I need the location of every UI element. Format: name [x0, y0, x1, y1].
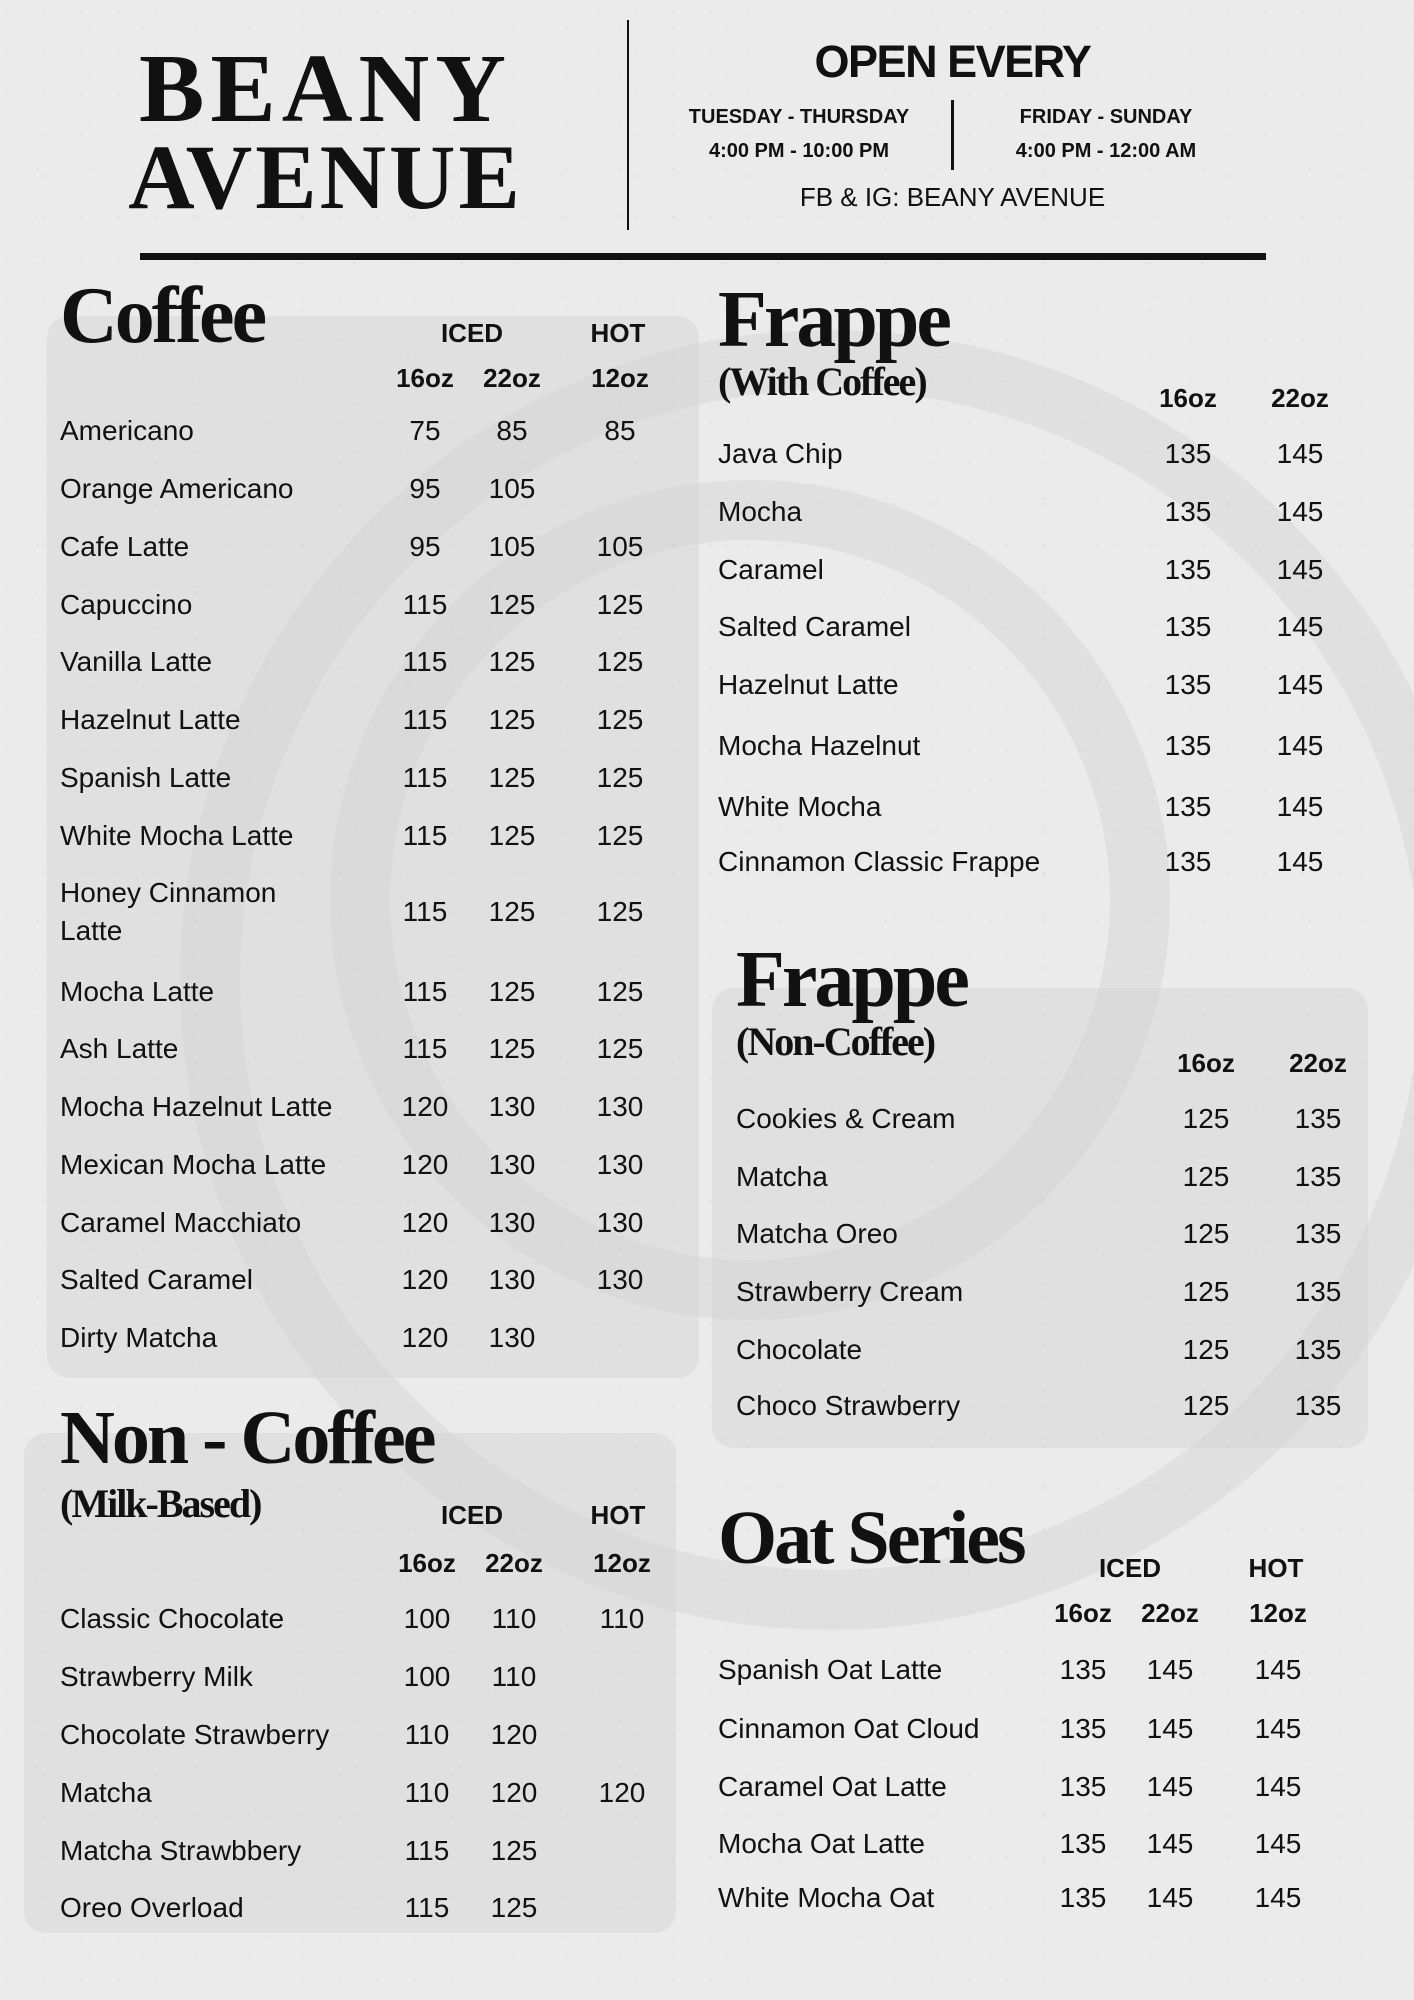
section-subtitle: (Milk-Based): [60, 1481, 261, 1526]
item-name: White Mocha Oat: [718, 1882, 935, 1913]
item-price: 135: [1164, 730, 1212, 761]
item-price: 130: [488, 1149, 536, 1180]
size-header: 22oz: [483, 363, 541, 393]
item-name: Cafe Latte: [60, 531, 190, 562]
item-price: 130: [488, 1264, 536, 1295]
item-name: Matcha Oreo: [736, 1218, 898, 1249]
item-price: 130: [596, 1207, 644, 1238]
header-divider: [627, 20, 629, 230]
non-coffee-section: [60, 1396, 680, 1940]
item-price: 135: [1059, 1654, 1107, 1685]
item-name: Caramel Macchiato: [60, 1207, 302, 1238]
item-name: Dirty Matcha: [60, 1322, 218, 1353]
item-price: 145: [1276, 496, 1324, 527]
section-title: Frappe: [736, 936, 967, 1024]
item-name: Caramel Oat Latte: [718, 1771, 947, 1802]
section-subtitle: (Non-Coffee): [736, 1019, 935, 1064]
item-price: 125: [488, 646, 536, 677]
size-header: 22oz: [1289, 1048, 1347, 1078]
item-price: 115: [402, 646, 448, 677]
item-name: Ash Latte: [60, 1033, 179, 1064]
item-price: 135: [1294, 1103, 1342, 1134]
group-header-hot: HOT: [1248, 1553, 1304, 1583]
item-name: Mocha Hazelnut: [718, 730, 921, 761]
item-name: Mexican Mocha Latte: [60, 1149, 327, 1180]
item-price: 125: [1182, 1161, 1230, 1192]
item-price: 125: [596, 704, 644, 735]
size-header: 12oz: [1249, 1598, 1307, 1628]
item-name: Cookies & Cream: [736, 1103, 956, 1134]
item-price: 125: [596, 762, 644, 793]
item-price: 100: [403, 1603, 451, 1634]
item-price: 120: [598, 1777, 646, 1808]
group-header-iced: ICED: [1098, 1553, 1162, 1583]
item-price: 130: [596, 1264, 644, 1295]
item-name: Mocha Latte: [60, 976, 215, 1007]
frappe-non-coffee-section: [736, 936, 1376, 1440]
item-price: 95: [409, 531, 441, 562]
item-name: Choco Strawberry: [736, 1390, 961, 1421]
item-price: 125: [596, 896, 644, 927]
size-header: 22oz: [485, 1548, 543, 1578]
item-price: 135: [1059, 1882, 1107, 1913]
group-header-iced: ICED: [440, 318, 504, 348]
item-price: 125: [1182, 1218, 1230, 1249]
item-price: 75: [409, 415, 441, 446]
item-price: 135: [1164, 846, 1212, 877]
item-price: 115: [402, 976, 448, 1007]
schedule-weekend: [966, 100, 1246, 170]
item-price: 110: [491, 1603, 537, 1634]
item-price: 95: [409, 473, 441, 504]
item-price: 125: [490, 1835, 538, 1866]
item-price: 145: [1146, 1654, 1194, 1685]
item-name: Mocha Oat Latte: [718, 1828, 926, 1859]
item-price: 145: [1254, 1771, 1302, 1802]
header-rule: [140, 253, 1266, 260]
item-name: Caramel: [718, 554, 824, 585]
item-price: 130: [596, 1091, 644, 1122]
item-price: 145: [1276, 791, 1324, 822]
item-price: 135: [1164, 554, 1212, 585]
item-price: 130: [488, 1207, 536, 1238]
item-price: 145: [1276, 730, 1324, 761]
item-name: Mocha: [718, 496, 803, 527]
item-price: 110: [491, 1661, 537, 1692]
brand-logo: [128, 35, 523, 229]
group-header-iced: ICED: [440, 1500, 504, 1530]
item-price: 105: [596, 531, 644, 562]
schedule-divider: [951, 100, 954, 170]
item-price: 125: [596, 589, 644, 620]
item-name: Oreo Overload: [60, 1892, 244, 1923]
item-name: Capuccino: [60, 589, 193, 620]
schedule-hours: 4:00 PM - 12:00 AM: [1015, 140, 1197, 162]
coffee-section: [60, 272, 680, 1376]
item-name: Chocolate: [736, 1334, 863, 1365]
size-header: 16oz: [1159, 383, 1217, 413]
item-price: 110: [404, 1777, 450, 1808]
item-name: White Mocha: [718, 791, 882, 822]
section-title: Frappe: [718, 276, 949, 364]
item-price: 85: [496, 415, 528, 446]
item-price: 115: [402, 762, 448, 793]
item-name: Strawberry Milk: [60, 1661, 253, 1692]
item-price: 125: [596, 646, 644, 677]
item-price: 125: [488, 704, 536, 735]
item-price: 115: [402, 704, 448, 735]
group-header-hot: HOT: [590, 1500, 646, 1530]
item-price: 125: [488, 976, 536, 1007]
item-name: Americano: [60, 415, 194, 446]
item-price: 120: [401, 1091, 449, 1122]
section-title: Oat Series: [718, 1496, 1024, 1580]
item-name: Classic Chocolate: [60, 1603, 285, 1634]
item-price: 145: [1254, 1713, 1302, 1744]
item-price: 145: [1276, 611, 1324, 642]
section-subtitle: (With Coffee): [718, 359, 926, 404]
size-header: 16oz: [1177, 1048, 1235, 1078]
item-price: 115: [402, 896, 448, 927]
item-name: Cinnamon Classic Frappe: [718, 846, 1041, 877]
item-name: Matcha: [736, 1161, 828, 1192]
item-price: 125: [1182, 1390, 1230, 1421]
frappe-coffee-section: [718, 276, 1358, 900]
item-price: 145: [1146, 1882, 1194, 1913]
item-price: 125: [488, 762, 536, 793]
brand-line-2: AVENUE: [128, 126, 523, 229]
item-price: 130: [596, 1149, 644, 1180]
item-price: 145: [1276, 554, 1324, 585]
item-price: 125: [488, 896, 536, 927]
item-name: Matcha: [60, 1777, 152, 1808]
item-price: 125: [596, 820, 644, 851]
item-name: Cinnamon Oat Cloud: [718, 1713, 980, 1744]
item-price: 145: [1146, 1771, 1194, 1802]
item-name: Chocolate Strawberry: [60, 1719, 330, 1750]
item-price: 145: [1276, 669, 1324, 700]
oat-series-section: [718, 1496, 1358, 1940]
brand-line-1: BEANY: [138, 35, 513, 143]
item-price: 125: [1182, 1334, 1230, 1365]
social-handle: FB & IG: BEANY AVENUE: [799, 182, 1106, 212]
item-price: 125: [488, 820, 536, 851]
item-name: Spanish Oat Latte: [718, 1654, 943, 1685]
item-price: 130: [488, 1322, 536, 1353]
item-price: 145: [1254, 1882, 1302, 1913]
size-header: 16oz: [1054, 1598, 1112, 1628]
item-price: 110: [599, 1603, 645, 1634]
section-title: Coffee: [60, 272, 265, 360]
item-price: 115: [402, 589, 448, 620]
item-price: 105: [488, 531, 536, 562]
section-title: Non - Coffee: [60, 1396, 434, 1480]
item-price: 130: [488, 1091, 536, 1122]
item-price: 125: [488, 1033, 536, 1064]
size-header: 16oz: [396, 363, 454, 393]
size-header: 12oz: [593, 1548, 651, 1578]
item-name-line-2: Latte: [60, 915, 123, 946]
item-price: 115: [404, 1892, 450, 1923]
item-price: 120: [401, 1322, 449, 1353]
item-price: 115: [404, 1835, 450, 1866]
schedule-days: FRIDAY - SUNDAY: [1019, 106, 1193, 128]
size-header: 22oz: [1271, 383, 1329, 413]
open-every-heading: OPEN EVERY: [814, 36, 1091, 87]
item-price: 100: [403, 1661, 451, 1692]
item-name: Mocha Hazelnut Latte: [60, 1091, 333, 1122]
item-name: Matcha Strawbbery: [60, 1835, 302, 1866]
item-name: Salted Caramel: [718, 611, 911, 642]
item-price: 145: [1146, 1828, 1194, 1859]
item-price: 135: [1164, 791, 1212, 822]
item-price: 115: [402, 1033, 448, 1064]
schedule-days: TUESDAY - THURSDAY: [688, 106, 910, 128]
item-name: Hazelnut Latte: [60, 704, 241, 735]
size-header: 12oz: [591, 363, 649, 393]
item-price: 135: [1294, 1218, 1342, 1249]
item-price: 145: [1254, 1828, 1302, 1859]
item-price: 135: [1059, 1713, 1107, 1744]
item-price: 135: [1164, 496, 1212, 527]
item-name: Vanilla Latte: [60, 646, 213, 677]
schedule-weekday: [659, 100, 939, 170]
item-price: 135: [1059, 1828, 1107, 1859]
item-price: 135: [1164, 438, 1212, 469]
item-name: Orange Americano: [60, 473, 294, 504]
item-price: 145: [1254, 1654, 1302, 1685]
item-price: 120: [401, 1207, 449, 1238]
item-name: Strawberry Cream: [736, 1276, 964, 1307]
opening-hours: [650, 36, 1255, 213]
item-price: 115: [402, 820, 448, 851]
item-price: 135: [1164, 611, 1212, 642]
item-price: 125: [1182, 1276, 1230, 1307]
item-name: Honey Cinnamon: [60, 877, 277, 908]
item-price: 125: [488, 589, 536, 620]
item-price: 145: [1146, 1713, 1194, 1744]
item-price: 145: [1276, 438, 1324, 469]
schedule-hours: 4:00 PM - 10:00 PM: [708, 140, 890, 162]
size-header: 22oz: [1141, 1598, 1199, 1628]
item-price: 135: [1294, 1390, 1342, 1421]
item-price: 135: [1294, 1276, 1342, 1307]
item-price: 85: [604, 415, 636, 446]
item-name: Salted Caramel: [60, 1264, 253, 1295]
item-price: 135: [1294, 1161, 1342, 1192]
item-name: White Mocha Latte: [60, 820, 294, 851]
item-price: 120: [490, 1719, 538, 1750]
item-name: Hazelnut Latte: [718, 669, 899, 700]
item-price: 125: [1182, 1103, 1230, 1134]
item-price: 135: [1164, 669, 1212, 700]
item-price: 120: [401, 1149, 449, 1180]
item-price: 120: [490, 1777, 538, 1808]
item-price: 125: [596, 1033, 644, 1064]
item-price: 145: [1276, 846, 1324, 877]
item-price: 105: [488, 473, 536, 504]
item-price: 120: [401, 1264, 449, 1295]
item-price: 135: [1059, 1771, 1107, 1802]
item-name: Java Chip: [718, 438, 843, 469]
item-name: Spanish Latte: [60, 762, 232, 793]
group-header-hot: HOT: [590, 318, 646, 348]
item-price: 135: [1294, 1334, 1342, 1365]
item-price: 110: [404, 1719, 450, 1750]
item-price: 125: [490, 1892, 538, 1923]
size-header: 16oz: [398, 1548, 456, 1578]
item-price: 125: [596, 976, 644, 1007]
